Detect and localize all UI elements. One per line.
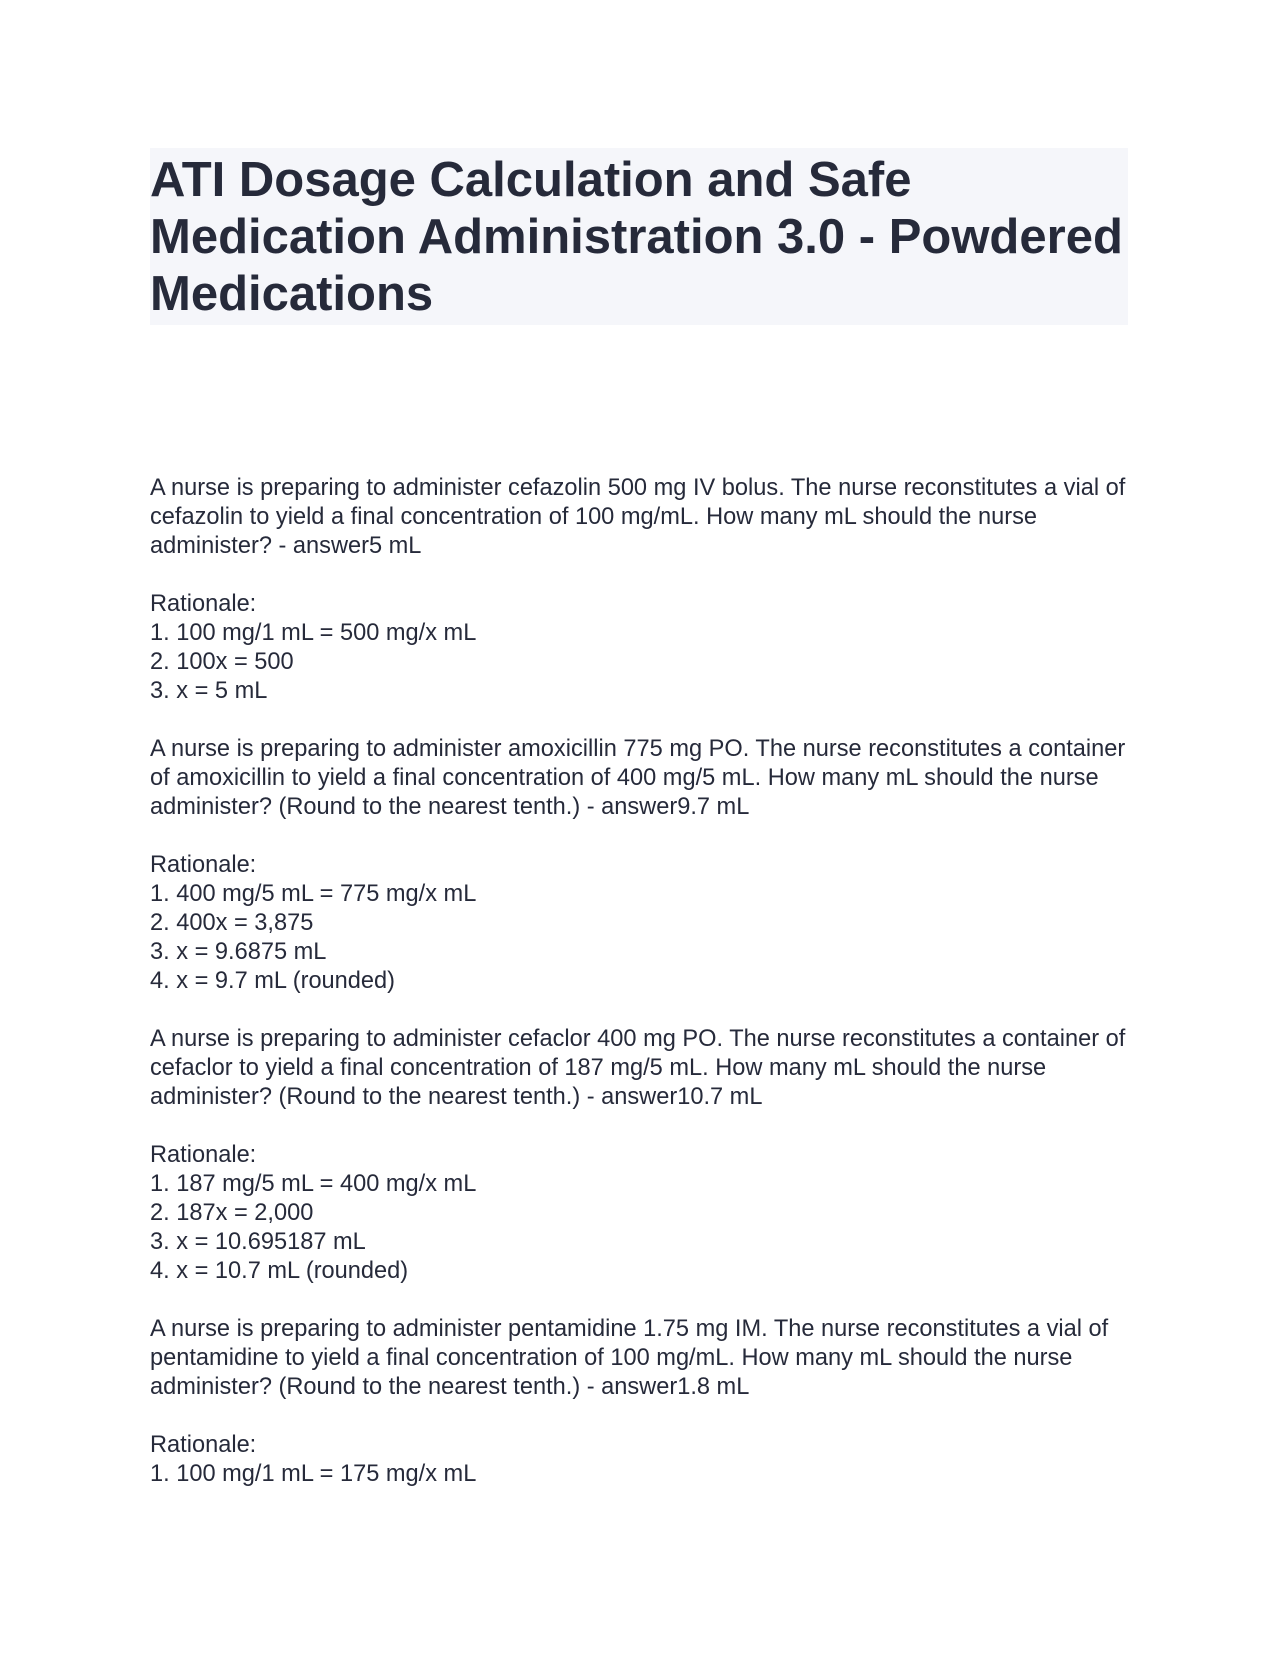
rationale-step: 1. 187 mg/5 mL = 400 mg/x mL: [150, 1171, 477, 1197]
question-text: A nurse is preparing to administer cefaclor 400 mg PO. The nurse reconstitutes a container of cefaclor to yield a final concentration of 187 mg/5 mL. How many mL should the nurse administer? (Round to the nearest tenth.) - answer10.7 mL: [150, 1026, 1126, 1110]
rationale: [150, 590, 1128, 706]
rationale-step: 3. x = 10.695187 mL: [150, 1229, 366, 1255]
rationale-label: Rationale:: [150, 591, 257, 617]
document-content: [150, 474, 1128, 1489]
question-text: A nurse is preparing to administer pentamidine 1.75 mg IM. The nurse reconstitutes a vial of pentamidine to yield a final concentration of 100 mg/mL. How many mL should the nurse administer? (Round to the nearest tenth.) - answer1.8 mL: [150, 1316, 1109, 1400]
rationale-step: 1. 100 mg/1 mL = 500 mg/x mL: [150, 620, 477, 646]
rationale-step: 2. 187x = 2,000: [150, 1200, 314, 1226]
rationale-label: Rationale:: [150, 1142, 257, 1168]
qa-item: [150, 735, 1128, 996]
qa-item: [150, 474, 1128, 706]
qa-item: [150, 1025, 1128, 1286]
title-banner: [150, 148, 1128, 325]
rationale: [150, 1431, 1128, 1489]
rationale-step: 4. x = 9.7 mL (rounded): [150, 968, 396, 994]
rationale-step: 2. 400x = 3,875: [150, 910, 314, 936]
rationale-step: 1. 100 mg/1 mL = 175 mg/x mL: [150, 1461, 477, 1487]
question-text: A nurse is preparing to administer amoxicillin 775 mg PO. The nurse reconstitutes a container of amoxicillin to yield a final concentration of 400 mg/5 mL. How many mL should the nurse administer? (Round to the nearest tenth.) - answer9.7 mL: [150, 736, 1126, 820]
rationale-step: 3. x = 5 mL: [150, 678, 268, 704]
qa-item: [150, 1315, 1128, 1489]
question-text: A nurse is preparing to administer cefazolin 500 mg IV bolus. The nurse reconstitutes a vial of cefazolin to yield a final concentration of 100 mg/mL. How many mL should the nurse administer? - answer5 mL: [150, 475, 1126, 559]
document-title: ATI Dosage Calculation and Safe Medication Administration 3.0 - Powdered Medications: [150, 153, 1123, 321]
rationale-label: Rationale:: [150, 1432, 257, 1458]
rationale-step: 2. 100x = 500: [150, 649, 294, 675]
rationale-step: 1. 400 mg/5 mL = 775 mg/x mL: [150, 881, 477, 907]
document-page: [150, 148, 1128, 1518]
rationale: [150, 851, 1128, 996]
rationale-step: 3. x = 9.6875 mL: [150, 939, 327, 965]
rationale-step: 4. x = 10.7 mL (rounded): [150, 1258, 409, 1284]
rationale-label: Rationale:: [150, 852, 257, 878]
rationale: [150, 1141, 1128, 1286]
